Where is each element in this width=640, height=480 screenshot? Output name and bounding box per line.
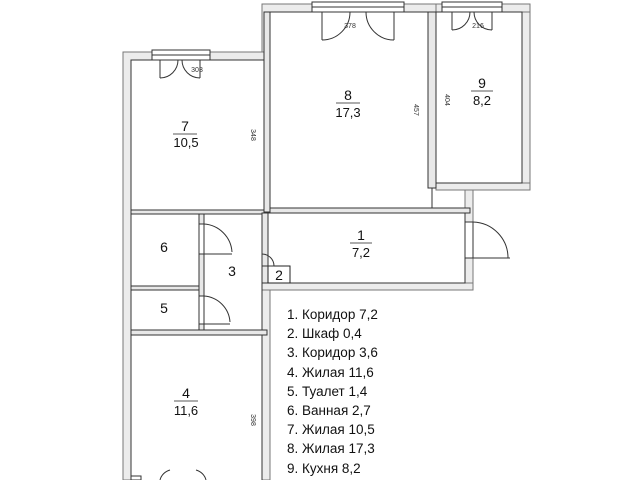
legend-item: 3. Коридор 3,6 xyxy=(287,345,378,361)
dim-303: 303 xyxy=(191,67,203,74)
dim-216: 216 xyxy=(472,23,484,30)
legend-item: 5. Туалет 1,4 xyxy=(287,383,368,399)
dim-457: 457 xyxy=(412,104,419,116)
legend-item: 9. Кухня 8,2 xyxy=(287,460,361,476)
room-9-area: 8,2 xyxy=(472,93,492,108)
room-4-area: 11,6 xyxy=(173,403,199,418)
room-1-area: 7,2 xyxy=(351,245,371,260)
room-8-number: 8 xyxy=(344,87,352,103)
legend-item: 8. Жилая 17,3 xyxy=(287,441,375,457)
room-3-number: 3 xyxy=(228,263,236,279)
room-2-number: 2 xyxy=(275,267,283,283)
room-1-number: 1 xyxy=(357,227,365,243)
room-legend xyxy=(287,305,547,478)
dim-348: 348 xyxy=(249,129,256,141)
dim-404: 404 xyxy=(443,94,450,106)
legend-item: 7. Жилая 10,5 xyxy=(287,422,375,438)
room-9-number: 9 xyxy=(478,75,486,91)
dim-398: 398 xyxy=(249,414,256,426)
room-4-number: 4 xyxy=(182,385,190,401)
room-7-area: 10,5 xyxy=(173,135,199,150)
room-5-number: 5 xyxy=(160,300,168,316)
dim-378: 378 xyxy=(344,23,356,30)
room-8-area: 17,3 xyxy=(335,105,361,120)
room-7-number: 7 xyxy=(181,118,189,134)
legend-item: 1. Коридор 7,2 xyxy=(287,307,378,322)
legend-item: 6. Ванная 2,7 xyxy=(287,403,371,419)
room-6-number: 6 xyxy=(160,239,168,255)
legend-item: 4. Жилая 11,6 xyxy=(287,364,374,380)
legend-item: 2. Шкаф 0,4 xyxy=(287,326,362,342)
